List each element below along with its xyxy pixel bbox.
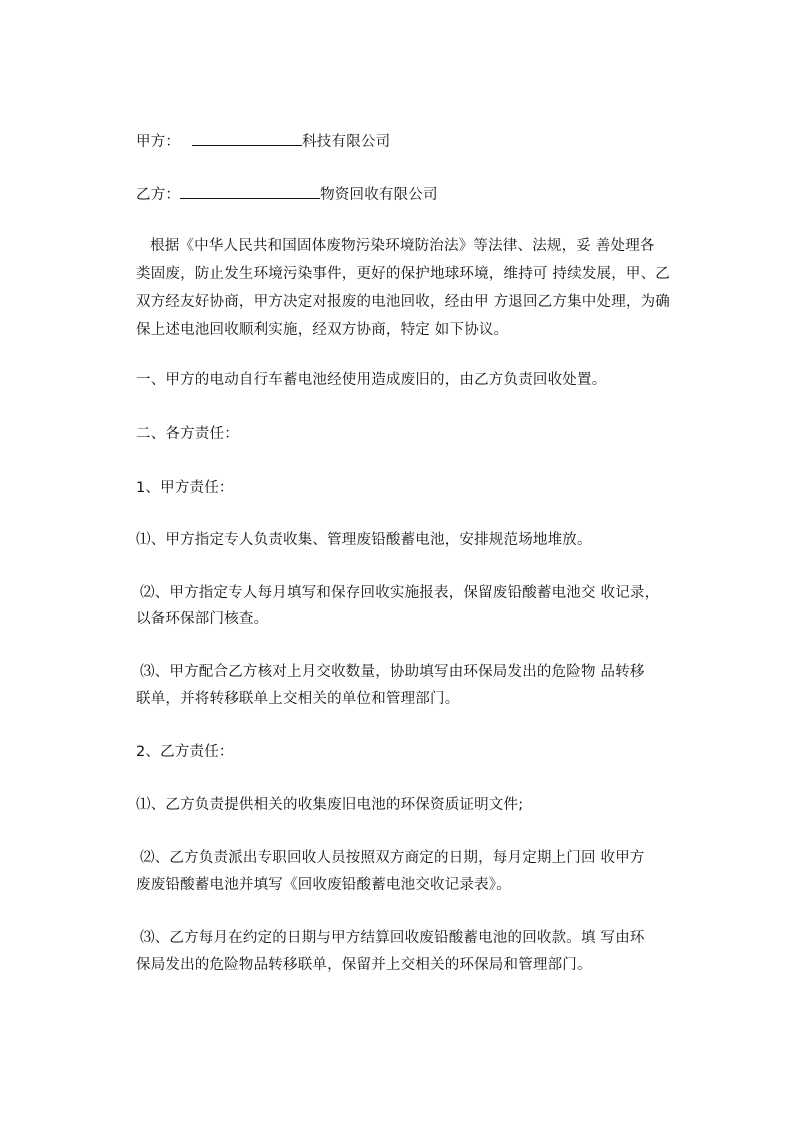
party-a-duties-heading: 1、甲方责任：: [136, 480, 234, 496]
party-a-name-blank: [192, 131, 302, 146]
preamble-line-4: 保上述电池回收顺利实施，经双方协商，特定 如下协议。: [136, 322, 509, 338]
party-b-duty-3-line-2: 保局发出的危险物品转移联单，保留并上交相关的环保局和管理部门。: [136, 957, 592, 973]
party-b-duty-2-line-2: 废废铅酸蓄电池并填写《回收废铅酸蓄电池交收记录表》。: [136, 877, 511, 893]
party-b-duty-2-line-1: ⑵、乙方负责派出专职回收人员按照双方商定的日期，每月定期上门回 收甲方: [140, 850, 645, 866]
party-a-line: [136, 131, 390, 152]
party-b-company-suffix: 物资回收有限公司: [320, 187, 438, 203]
party-a-duty-1: ⑴、甲方指定专人负责收集、管理废铅酸蓄电池，安排规范场地堆放。: [136, 532, 592, 548]
party-b-line: [136, 184, 438, 205]
party-b-duties-heading: 2、乙方责任：: [136, 744, 234, 760]
party-a-duty-3-line-1: ⑶、甲方配合乙方核对上月交收数量，协助填写由环保局发出的危险物 品转移: [140, 664, 645, 680]
party-a-label: 甲方：: [136, 134, 181, 150]
clause-2: 二、各方责任：: [136, 426, 239, 442]
party-a-duty-2-line-1: ⑵、甲方指定专人每月填写和保存回收实施报表，保留废铅酸蓄电池交 收记录，: [140, 585, 660, 601]
preamble-line-1: 根据《中华人民共和国固体废物污染环境防治法》等法律、法规，妥 善处理各: [150, 238, 655, 254]
preamble-line-3: 双方经友好协商，甲方决定对报废的电池回收，经由甲 方退回乙方集中处理，为确: [136, 294, 671, 310]
party-b-duty-1: ⑴、乙方负责提供相关的收集废旧电池的环保资质证明文件;: [136, 797, 524, 813]
party-a-duty-3-line-2: 联单，并将转移联单上交相关的单位和管理部门。: [136, 691, 460, 707]
party-b-label: 乙方：: [136, 187, 181, 203]
party-a-duty-2-line-2: 以备环保部门核查。: [136, 611, 269, 627]
clause-1: 一、甲方的电动自行车蓄电池经使用造成废旧的，由乙方负责回收处置。: [136, 372, 607, 388]
party-a-company-suffix: 科技有限公司: [302, 134, 391, 150]
party-b-duty-3-line-1: ⑶、乙方每月在约定的日期与甲方结算回收废铅酸蓄电池的回收款。填 写由环: [140, 930, 645, 946]
preamble-line-2: 类固废，防止发生环境污染事件，更好的保护地球环境，维持可 持续发展，甲、乙: [136, 266, 671, 282]
party-b-name-blank: [180, 184, 320, 199]
